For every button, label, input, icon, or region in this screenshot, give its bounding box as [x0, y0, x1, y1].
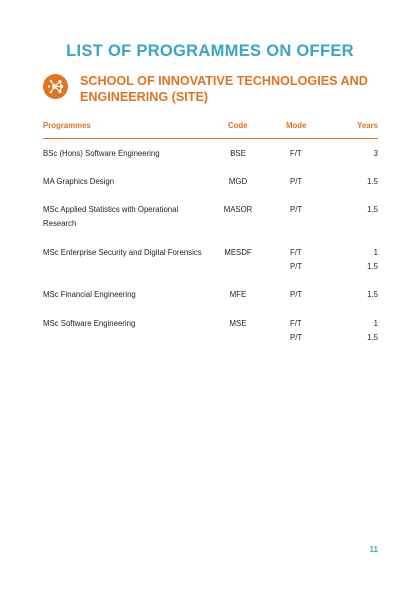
school-title: SCHOOL OF INNOVATIVE TECHNOLOGIES AND ENGINEERING (SITE): [80, 74, 368, 104]
programme-name: MSc Software Engineering: [43, 319, 136, 328]
programme-name: MSc Financial Engineering: [43, 290, 136, 299]
programme-mode: F/T P/T: [290, 248, 303, 271]
header-programmes: Programmes: [43, 121, 91, 130]
programme-years: 1.5: [367, 290, 378, 299]
programme-mode: P/T: [290, 290, 303, 299]
programme-mode: P/T: [290, 177, 303, 186]
programme-mode: P/T: [290, 205, 303, 214]
header-years: Years: [357, 121, 378, 130]
header-mode: Mode: [286, 121, 307, 130]
programme-years: 3: [373, 149, 378, 158]
programme-years: 1.5: [367, 205, 378, 214]
page-title: LIST OF PROGRAMMES ON OFFER: [66, 42, 354, 60]
network-icon: [43, 74, 68, 99]
programme-years: 1.5: [367, 177, 378, 186]
programme-name: MSc Applied Statistics with Operational Research: [43, 205, 179, 228]
header-code: Code: [228, 121, 248, 130]
programme-years: 1 1.5: [367, 319, 378, 342]
programme-mode: F/T: [290, 149, 302, 158]
programme-mode: F/T P/T: [290, 319, 303, 342]
programme-name: MA Graphics Design: [43, 177, 115, 186]
programme-name: BSc (Hons) Software Engineering: [43, 149, 160, 158]
programme-years: 1 1.5: [367, 248, 378, 271]
table-header: [43, 121, 378, 133]
page-number: 11: [369, 545, 378, 554]
programme-name: MSc Enterprise Security and Digital Forensics: [43, 248, 202, 257]
header-rule: [43, 138, 378, 139]
